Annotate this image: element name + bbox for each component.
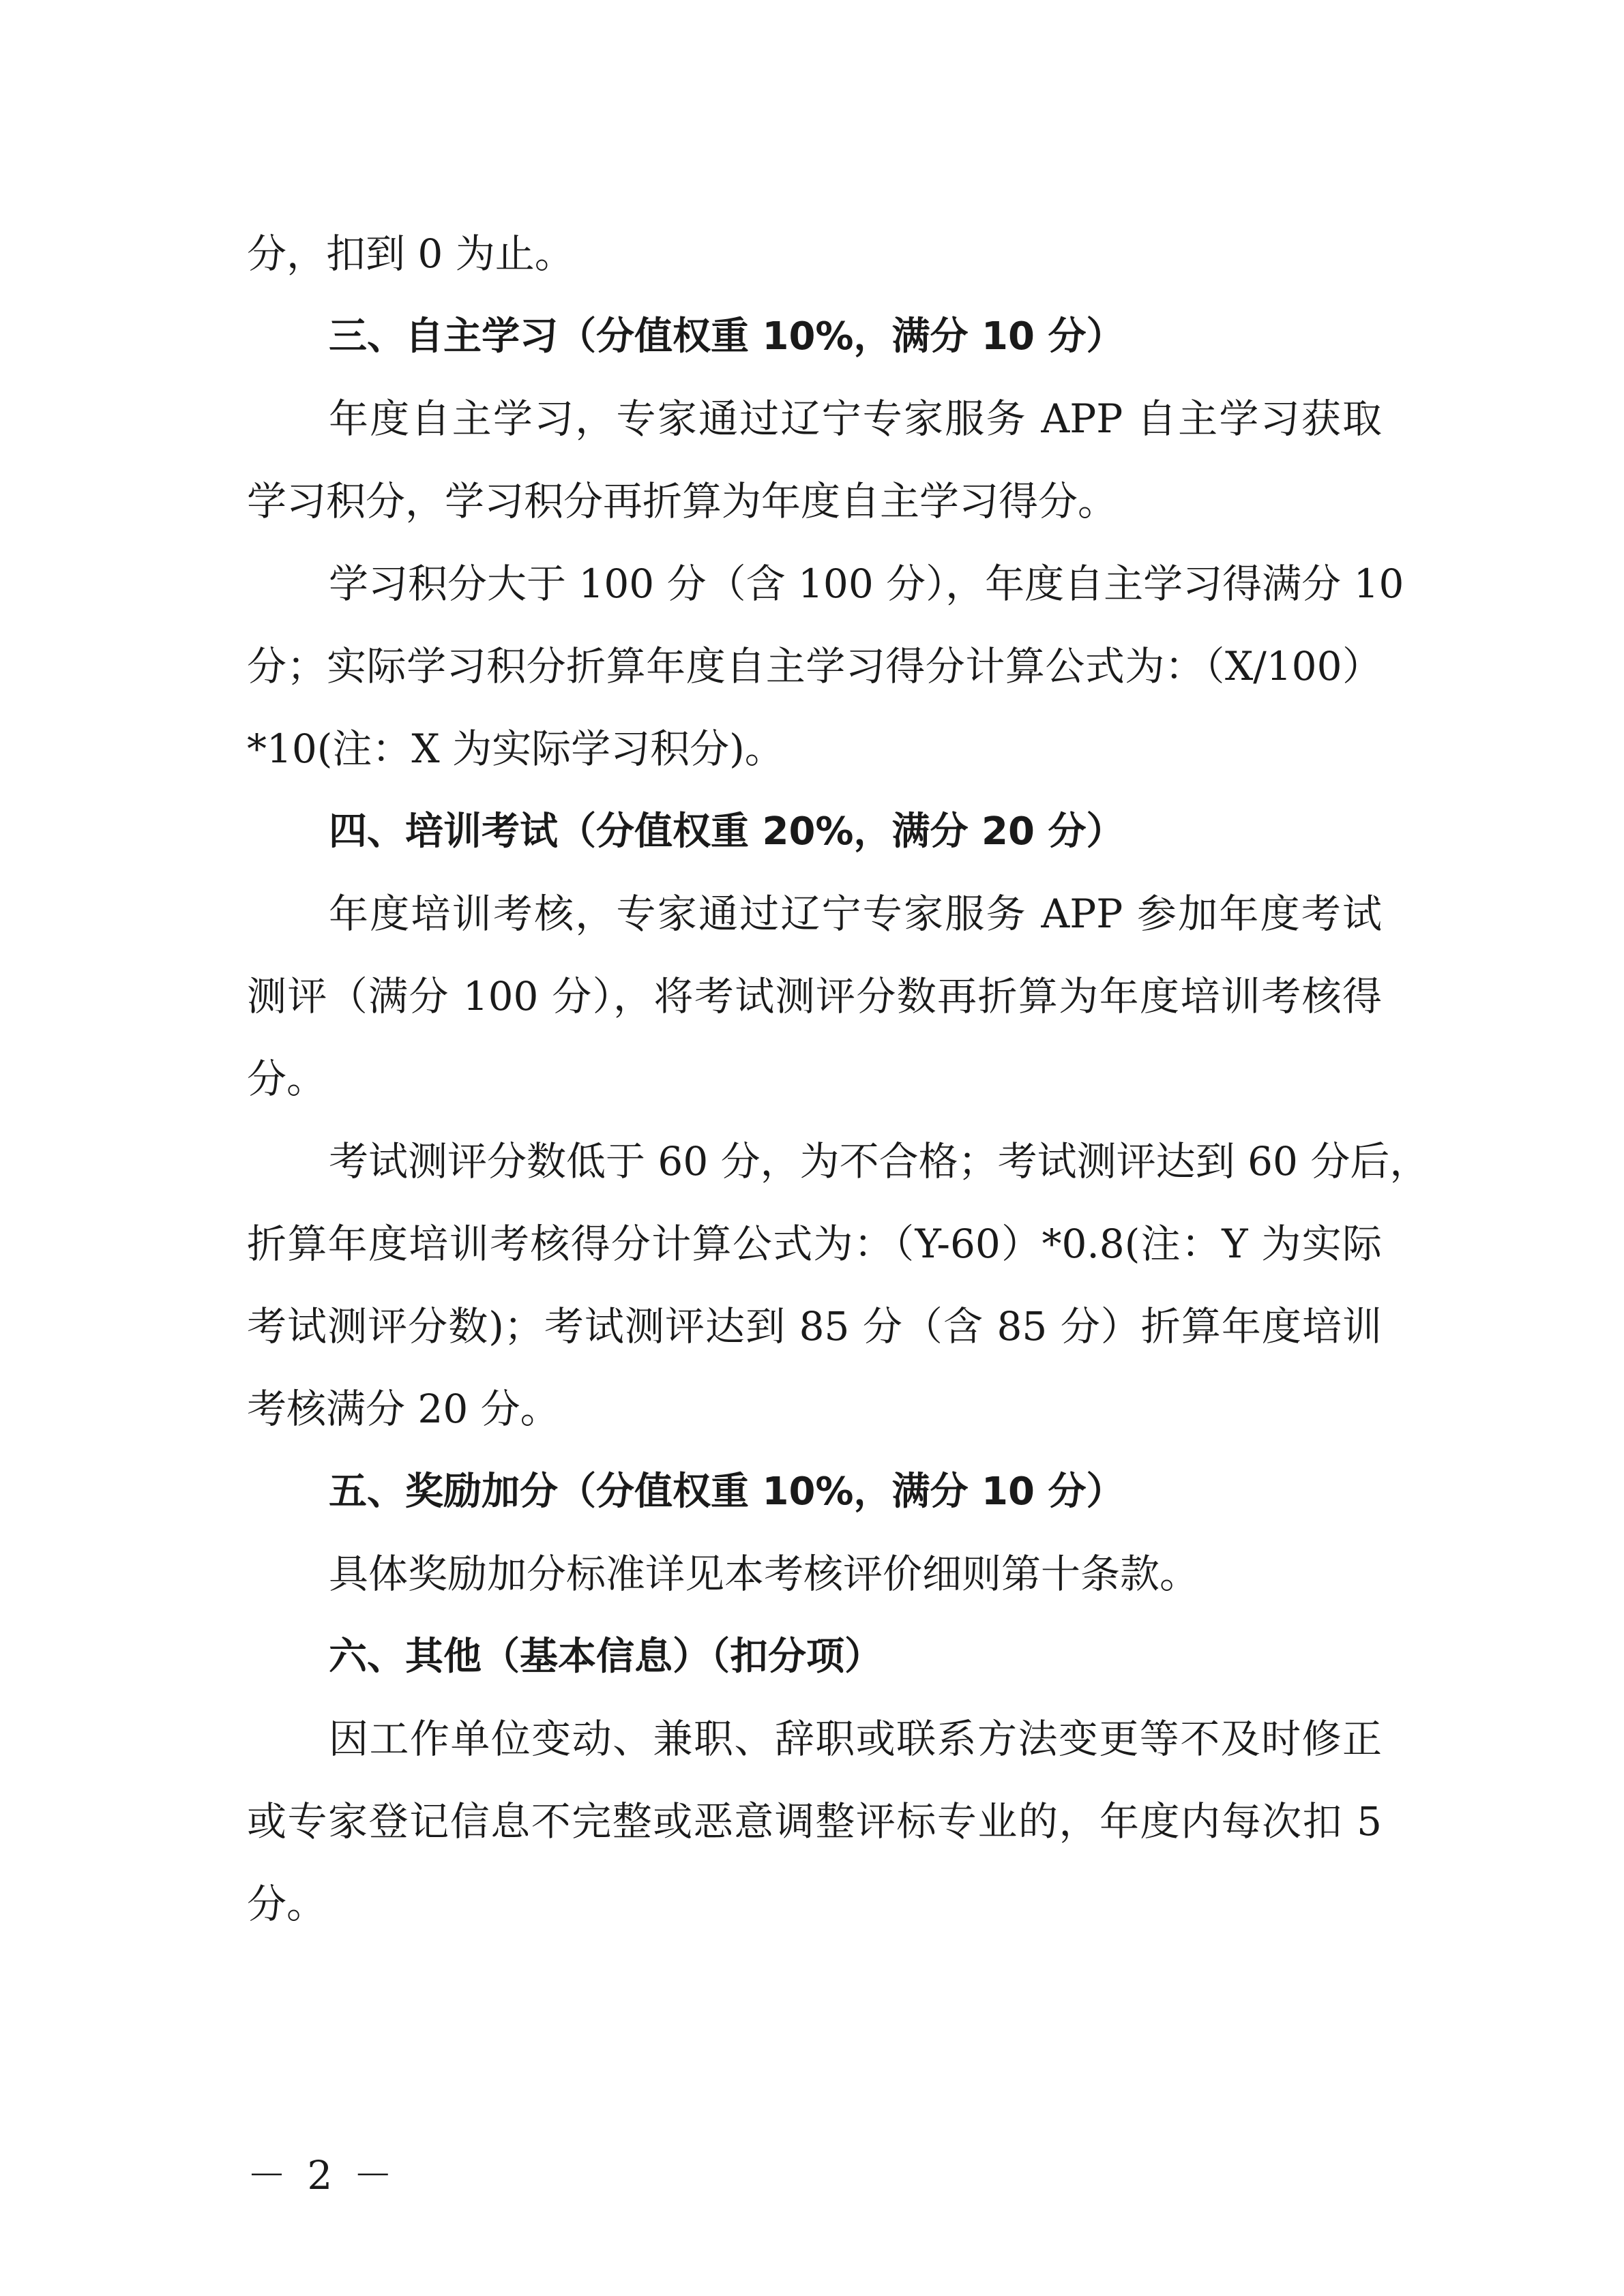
body-line: 考试测评分数)；考试测评达到 85 分（含 85 分）折算年度培训 — [247, 1303, 1382, 1350]
body-line: 学习积分，学习积分再折算为年度自主学习得分。 — [247, 478, 1118, 524]
body-line: 或专家登记信息不完整或恶意调整评标专业的，年度内每次扣 5 — [247, 1798, 1382, 1845]
section-heading-training-exam: 四、培训考试（分值权重 20%，满分 20 分） — [329, 809, 1125, 854]
section-heading-bonus-points: 五、奖励加分（分值权重 10%，满分 10 分） — [329, 1470, 1125, 1514]
body-line: 折算年度培训考核得分计算公式为：（Y-60）*0.8(注：Y 为实际 — [247, 1221, 1382, 1267]
section-heading-other: 六、其他（基本信息）（扣分项） — [329, 1635, 883, 1679]
body-line: 因工作单位变动、兼职、辞职或联系方法变更等不及时修正 — [329, 1716, 1382, 1762]
body-line: 分；实际学习积分折算年度自主学习得分计算公式为：（X/100） — [247, 643, 1382, 689]
body-line: 分，扣到 0 为止。 — [247, 230, 574, 277]
body-line: 年度自主学习，专家通过辽宁专家服务 APP 自主学习获取 — [329, 396, 1382, 442]
body-line: 测评（满分 100 分），将考试测评分数再折算为年度培训考核得 — [247, 973, 1382, 1019]
body-line: 年度培训考核，专家通过辽宁专家服务 APP 参加年度考试 — [329, 891, 1382, 937]
body-line: 学习积分大于 100 分（含 100 分），年度自主学习得满分 10 — [329, 561, 1404, 607]
body-line: 考试测评分数低于 60 分，为不合格；考试测评达到 60 分后， — [329, 1138, 1430, 1184]
section-heading-self-study: 三、自主学习（分值权重 10%，满分 10 分） — [329, 314, 1125, 359]
body-line: 分。 — [247, 1881, 327, 1927]
page-number: － 2 － — [247, 2152, 397, 2198]
body-line: *10(注：X 为实际学习积分)。 — [247, 726, 784, 772]
body-line: 分。 — [247, 1056, 327, 1102]
document-body — [247, 213, 1430, 1945]
body-line: 考核满分 20 分。 — [247, 1386, 560, 1432]
body-line: 具体奖励加分标准详见本考核评价细则第十条款。 — [329, 1551, 1200, 1597]
